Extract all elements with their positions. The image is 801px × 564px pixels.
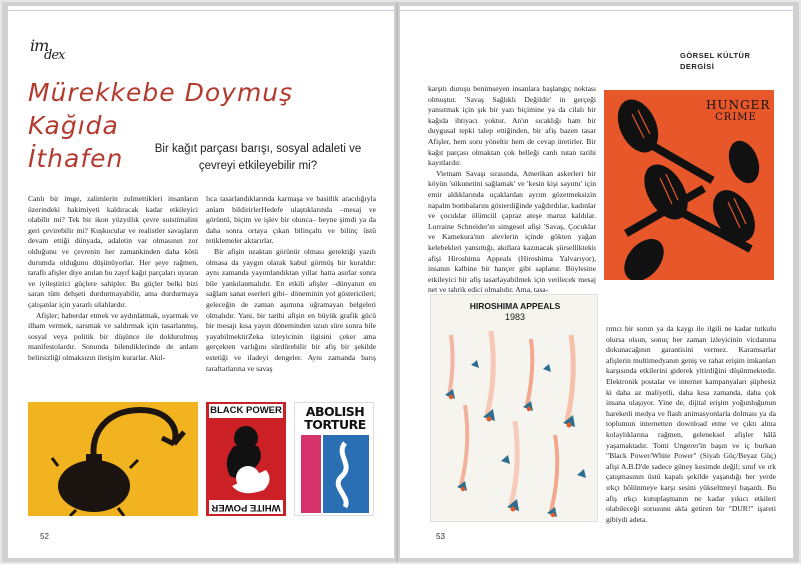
magazine-spread [2,2,799,562]
section-line-1: GÖRSEL KÜLTÜR [680,51,751,60]
hunger-crime-poster [604,90,774,280]
tortured-figure [325,439,367,509]
right-column-1 [428,84,596,296]
paragraph: lıca tasarlandıklarında karmaşa ve basitlik aracılığıyla anlam bildirirlerHedefe ulaştıklarında –mesaj ve görüntü, biçim ve işlev bir olunca– beyne şimdi ya da daha sonra ortaya çıkan bilinçaltı ve bilinç üstü tetiklemeler aktarırlar. [206,194,376,246]
poster-bottom-text: WHITE POWER [209,500,283,514]
right-column-2 [606,324,776,525]
page-number-right: 53 [436,532,445,541]
section-tag [680,50,770,72]
right-page [400,6,793,558]
poster-top-text: BLACK POWER [210,405,282,416]
margin-guide [400,10,793,11]
headline-line-2: TORTURE [304,417,366,432]
figure-line [338,443,346,507]
abolish-torture-poster [294,402,374,516]
crime-word: CRIME [715,112,757,123]
poster-headline [297,405,373,431]
black-power-poster [206,402,286,516]
paragraph: rımcı bir sorun ya da kaygı ile ilgili ne kadar tutkulu olursa olsun, sonuç her zaman izleyicinin vicdanına dokunacağının garantisini vermez. Karamsarlar afişlerin multimedyanın geniş ve rahat erişim imkanları karşısında etkilerini giderek yitirdiğini düşünmektedir. Elektronik postalar ve internet kampanyaları şüphesiz ki daha az maliyetli, daha kısa zamanda, daha çok insana ulaşıyor. Yine de, dijital erişim yoğunluğunun hareketli medya ve flash animasyonlarla dolması ya da toplumun internetten download etme ve çıktı alma kolaylıklarına rağmen, geleneksel afişler hâlâ yaşamaktadır. Tomi Ungerer'in başın ve iç burkan "Black Power/White Power" (Siyah Güç/Beyaz Güç) afişi A.B.D'de sadece güney kesimde değil; sınıf ve ırk çatışmasının üstü kapalı şekilde yaşandığı her yerde ırkçı bölünmeye karşı sesini yükseltmeyi başardı. Bu afiş ırkçı kutuplaşmanın ne kadar yıkıcı etkileri olabileceği sorusunu akla getiren bir "DUR!" işareti gibiydi adeta. [606,324,776,524]
burning-butterflies [431,325,599,521]
page-number-left: 52 [40,532,49,541]
figures-illustration [212,420,280,498]
spoon-head [616,231,671,280]
page-gutter [396,2,398,562]
headline-line-1: ABOLISH [305,404,365,419]
section-line-2: DERGİSİ [680,62,715,71]
spoon-group [610,93,771,280]
logo-top: im [30,36,49,55]
title-line-1: Mürekkebe Doymuş Kağıda [28,78,294,140]
paragraph: Bir afişin uzaktan görünür olması gerektiği yazılı olmasa da yaygın olarak kabul görmüş bir kuraldır: aynı zamanda yayımlandıktan yıllar hatta asırlar sonra bile yankılanmalıdır. En etkili afişler –dünyanın en sağlam sanat eserleri gibi– döneminin yol göstericileri; geleceğin de zaman aşımına uğramayan belgeleri olmalıdır. Yani, bir tarihi afişin en büyük grafik gücü bir mesajı kısa yayın döneminden uzun süre sonra bile yayabilmektirZeka izleyicinin ilgisini çeker ama gerçekten varlığını sürdürebilir bir afiş bir şekilde estetiği ve ifadeyi dengeler. Aynı zamanda barış taraftarlarına ve savaş [206,246,376,373]
article-subtitle: Bir kağıt parçası barışı, sosyal adaleti ve çevreyi etkileyebilir mi? [154,143,362,172]
paragraph: Canlı bir imge, zalimlerin zulmettikleri insanların üzerindeki hakimiyeti kaldıracak kadar etkileyici olabilir mi? Tek bir ikon yüzyıllık çevre suistimalini geri çevirebilir mi? Kuşkucular ve realistler savaşların devam ettiği dünyada, adaletin var olmasının zor olduğunu ve çevrenin her zamankinden daha kötü durumda olduğunu düşünüyorlar. Her şeye rağmen, taraflı afişler diye anılan bu zayıf kağıt parçaları uyaran ve iyileştirici güçlere sahipler. Bu güçler belki bizi saran tüm dehşeti durdurmayabilir, ama durdurmaya çalışanlar için yararlı silahlardır. [28,194,198,309]
left-page [8,6,394,558]
index-logo [30,36,74,72]
paragraph: karşıtı duruşu benimseyen insanlara başlangıç noktası olmuştur. 'Savaş Sağlıklı Değildir' in gerçeği yansıtmak için şık bir yazı biçimine ya da cilalı bir kağıda ihtiyacı yoktur. An'ın sıcaklığı ham bir duygusal tepki talep ettiğinden, bir afiş bazen tasar Afişler, hem soru yöneltir hem de cevap üretirler. Bir kağıt parçası olmaktan çok belleği canlı tutan tarihi kayıtlardır. [428,84,596,168]
grenade-poster [28,402,198,516]
hunger-word: HUNGER [706,98,771,112]
logo-bottom: dex [44,48,65,63]
spoon-head [723,137,764,188]
poster-year: 1983 [504,312,526,322]
left-column-2 [206,194,376,374]
margin-guide [8,10,394,11]
left-column-1 [28,194,198,364]
hiroshima-appeals-poster [430,294,598,522]
spoons-illustration [604,90,774,280]
pink-strip [301,435,321,513]
title-line-2: İthafen [28,144,124,173]
paragraph: Vietnam Savaşı sırasında, Amerikan askerleri bir köyün 'sükunetini sağlamak' ve 'kesin kişi sayımı' için emir aldıklarında uçaklardan ayrım gözetmeksizin napalm bombalarını gösterdiğinde yağdırdılar, kadınlar ve çocuklar ölümcül çapraz ateşe maruz kaldılar. Lorraine Schneider'ın simgesel afişi 'Savaş, Çocuklar ve Kamekura'nın alevlerin içinde gökten yağan kelebekleri yansıttığı, akıllara kazınacak şiirselliktekiı afişi Hiroshima Appeals (Hiroshima Yalvarıyor), insanın kalbine bir hançer gibi saplanır. Böylesine etkileyici bir afiş tasarlayabilmek için verilecek mesaj net ve tahrik edici olmalıdır. Ama, tasa- [428,168,596,295]
poster-title: HIROSHIMA APPEALS [469,301,561,311]
grenade-body [58,460,130,512]
butterfly-flames [449,331,573,511]
paragraph: Afişler; haberdar etmek ve aydınlatmak, uyarmak ve ilham vermek, sarsmak ve saldırmak için tasarlanmış, sosyal veya politik bir düşünce ile doldurulmuş manifestolardır. Sonunda bilendiklerinde de anlam belirsizliği olmaksızın iletişim kurarlar. Akıl- [28,310,198,362]
